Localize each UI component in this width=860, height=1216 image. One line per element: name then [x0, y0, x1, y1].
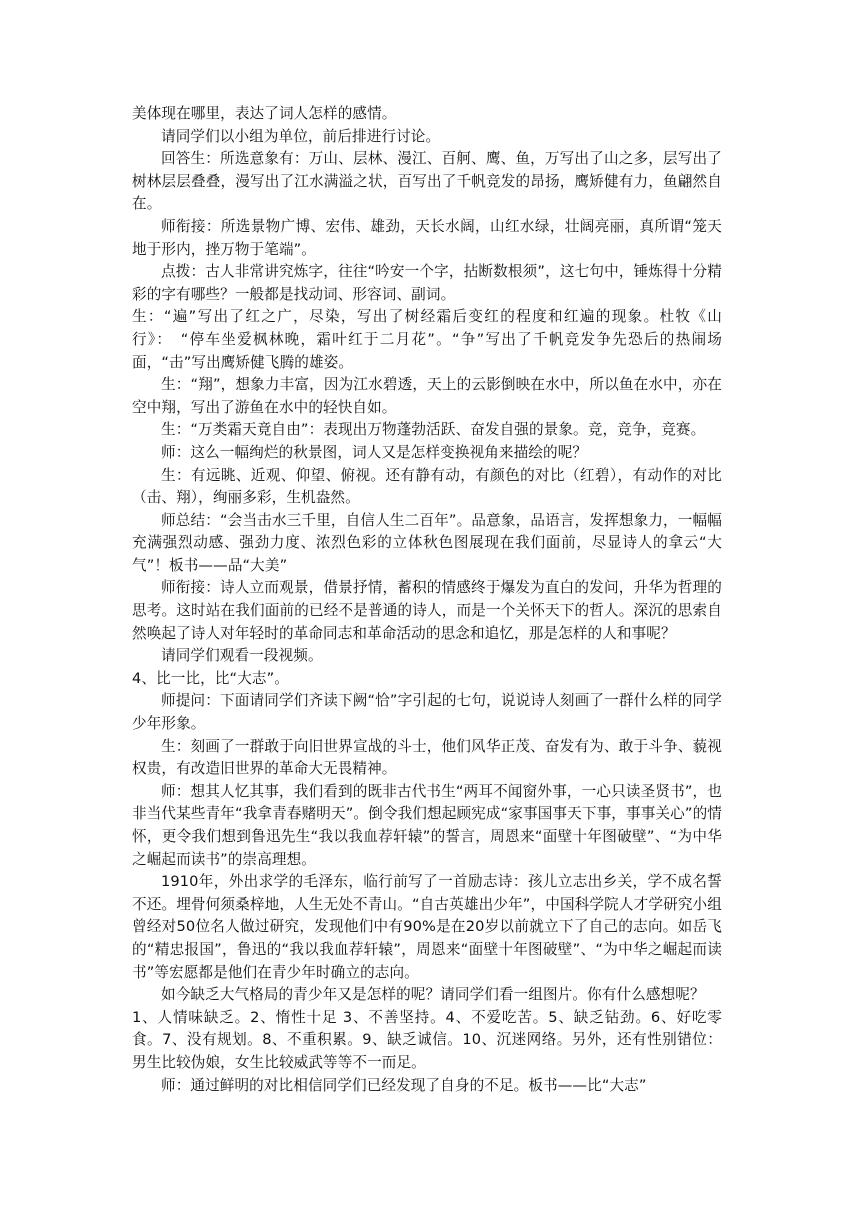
paragraph: 师提问：下面请同学们齐读下阙“恰”字引起的七句，说说诗人刻画了一群什么样的同学少年形象。 — [132, 692, 722, 733]
paragraph: 师总结：“会当击水三千里，自信人生二百年”。品意象，品语言，发挥想象力，一幅幅充满强烈动感、强劲力度、浓烈色彩的立体秋色图展现在我们面前，尽显诗人的拿云“大气”！板书——品“大美” — [132, 511, 722, 574]
paragraph: 生：“遍”写出了红之广，尽染，写出了树经霜后变红的程度和红遍的现象。杜牧《山行》： “停车坐爱枫林晚，霜叶红于二月花”。“争”写出了千帆竞发争先恐后的热闹场面，“击”写出鹰矫健飞腾的雄姿。 — [132, 308, 722, 371]
paragraph: 生：有远眺、近观、仰望、俯视。还有静有动，有颜色的对比（红碧），有动作的对比（击、翔），绚丽多彩，生机盎然。 — [132, 466, 722, 507]
paragraph: 请同学们以小组为单位，前后排进行讨论。 — [161, 127, 441, 145]
section-heading: 4、比一比，比“大志”。 — [132, 669, 289, 687]
paragraph: 师衔接：所选景物广博、宏伟、雄劲，天长水阔，山红水绿，壮阔亮丽，真所谓“笼天地于形内，挫万物于笔端”。 — [132, 217, 722, 258]
paragraph: 师：这么一幅绚烂的秋景图，词人又是怎样变换视角来描绘的呢？ — [161, 443, 588, 461]
paragraph: 回答生：所选意象有：万山、层林、漫江、百舸、鹰、鱼，万写出了山之多，层写出了树林层层叠叠，漫写出了江水满溢之状，百写出了千帆竞发的昂扬，鹰矫健有力，鱼翩然自在。 — [132, 150, 722, 213]
paragraph: 生：“万类霜天竟自由”：表现出万物蓬勃活跃、奋发自强的景象。竞，竞争，竞赛。 — [161, 421, 706, 439]
paragraph: 请同学们观看一段视频。 — [161, 647, 323, 665]
paragraph: 美体现在哪里，表达了词人怎样的感情。 — [132, 105, 397, 122]
paragraph: 师衔接：诗人立而观景，借景抒情，蓄积的情感终于爆发为直白的发问，升华为哲理的思考。这时站在我们面前的已经不是普通的诗人，而是一个关怀天下的哲人。深沉的思索自然唤起了诗人对年轻时的革命同志和革命活动的思念和追忆，那是怎样的人和事呢？ — [132, 579, 722, 642]
paragraph: 生：刻画了一群敢于向旧世界宣战的斗士，他们风华正茂、奋发有为、敢于斗争、藐视权贵，有改造旧世界的革命大无畏精神。 — [132, 737, 722, 778]
document-page — [132, 103, 722, 1097]
paragraph: 如今缺乏大气格局的青少年又是怎样的呢？请同学们看一组图片。你有什么感想呢？ — [161, 986, 705, 1004]
paragraph: 师：想其人忆其事，我们看到的既非古代书生“两耳不闻窗外事，一心只读圣贤书”，也非当代某些青年“我拿青春赌明天”。倒令我们想起顾宪成“家事国事天下事，事事关心”的情怀，更令我们想到鲁迅先生“我以我血荐轩辕”的誓言，周恩来“面壁十年图破壁”、“为中华之崛起而读书”的崇高理想。 — [132, 782, 722, 868]
paragraph: 点拨：古人非常讲究炼字，往往“吟安一个字，拈断数根须”，这七句中，锤炼得十分精彩的字有哪些？一般都是找动词、形容词、副词。 — [132, 263, 722, 303]
paragraph: 师：通过鲜明的对比相信同学们已经发现了自身的不足。板书——比“大志” — [161, 1076, 647, 1094]
paragraph: 1910年，外出求学的毛泽东，临行前写了一首励志诗：孩儿立志出乡关，学不成名誓不还。埋骨何须桑梓地，人生无处不青山。“自古英雄出少年”，中国科学院人才学研究小组曾经对50位名人做过研究，发现他们中有90%是在20岁以前就立下了自己的志向。如岳飞的“精忠报国”，鲁迅的“我以我血荐轩辕”，周恩来“面壁十年图破壁”、“为中华之崛起而读书”等宏愿都是他们在青少年时确立的志向。 — [132, 873, 722, 981]
paragraph: 生：“翔”，想象力丰富，因为江水碧透，天上的云影倒映在水中，所以鱼在水中，亦在空中翔，写出了游鱼在水中的轻快自如。 — [132, 376, 722, 416]
paragraph: 1、人情味缺乏。2、惰性十足 3、不善坚持。4、不爱吃苦。5、缺乏钻劲。6、好吃零食。7、没有规划。8、不重积累。9、缺乏诚信。10、沉迷网络。另外，还有性别错位：男生比较伪娘，女生比较威武等等不一而足。 — [132, 1008, 722, 1071]
